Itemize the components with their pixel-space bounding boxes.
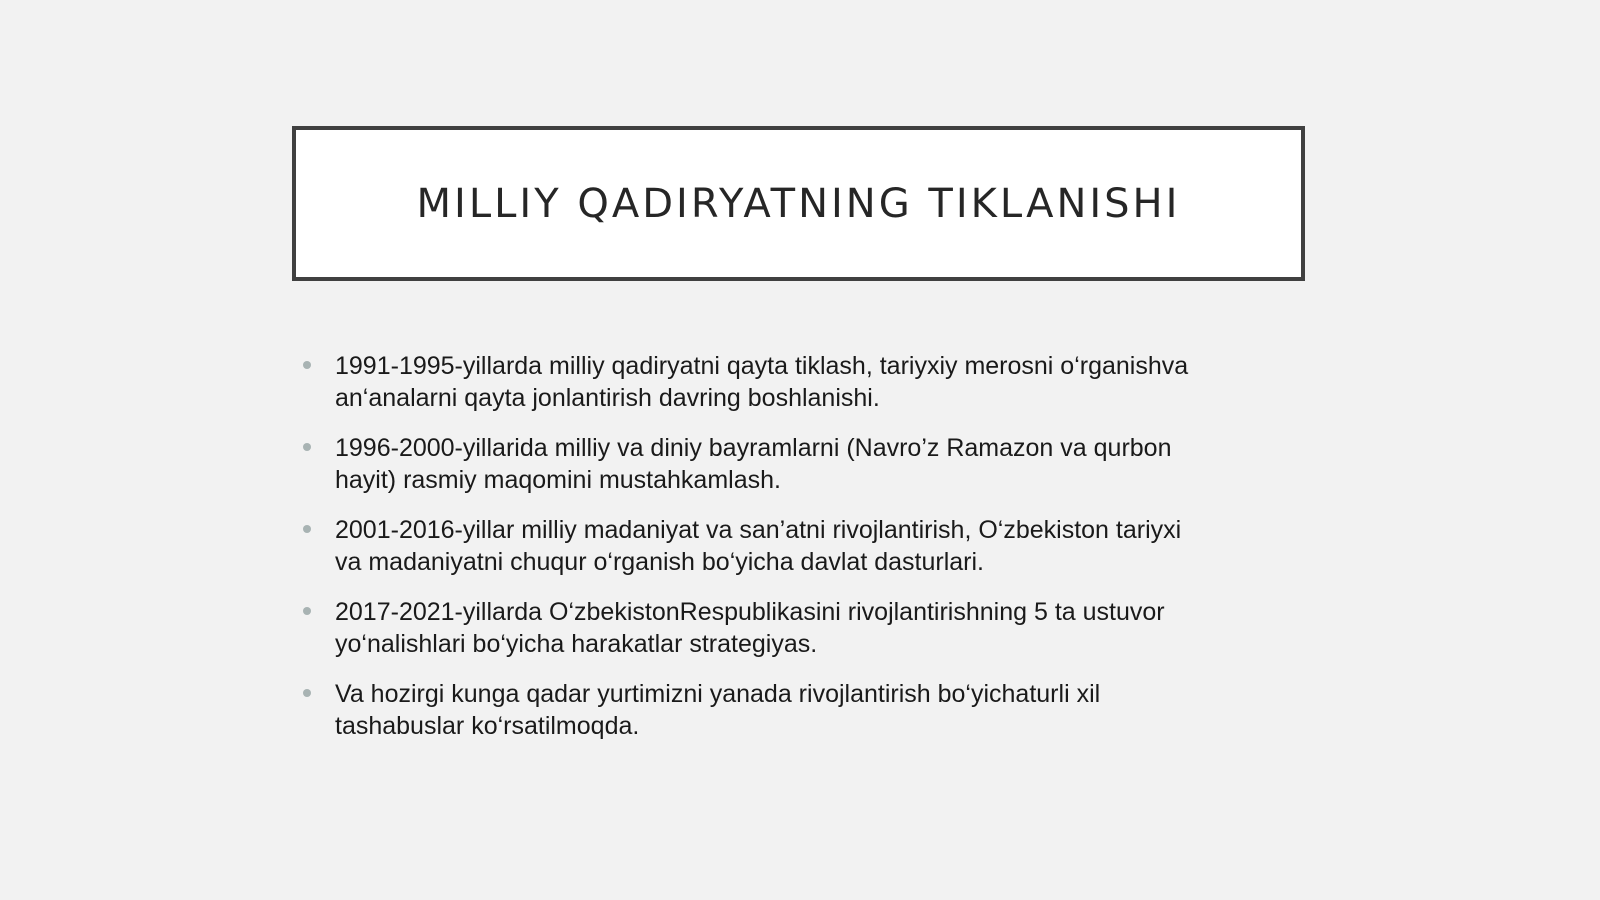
bullet-text-line: hayit) rasmiy maqomini mustahkamlash. [335, 466, 781, 494]
bullet-text-line: tashabuslar ko‘rsatilmoqda. [335, 712, 640, 740]
bullet-item [303, 596, 1303, 660]
bullet-icon [303, 689, 311, 697]
slide-title: MILLIY QADIRYATNING TIKLANISHI [416, 180, 1181, 227]
bullet-text-line: 2017-2021-yillarda O‘zbekistonRespublikasini rivojlantirishning 5 ta ustuvor [335, 598, 1165, 626]
bullet-list [303, 350, 1303, 760]
bullet-icon [303, 607, 311, 615]
bullet-text-line: an‘analarni qayta jonlantirish davring boshlanishi. [335, 384, 880, 412]
bullet-item [303, 350, 1303, 414]
bullet-text-line: yo‘nalishlari bo‘yicha harakatlar strategiyas. [335, 630, 818, 658]
bullet-text-line: 1991-1995-yillarda milliy qadiryatni qayta tiklash, tariyxiy merosni o‘rganishva [335, 352, 1189, 380]
bullet-icon [303, 443, 311, 451]
title-box [292, 126, 1305, 281]
bullet-item [303, 432, 1303, 496]
bullet-icon [303, 361, 311, 369]
bullet-text-line: 1996-2000-yillarida milliy va diniy bayramlarni (Navro’z Ramazon va qurbon [335, 434, 1172, 462]
bullet-item [303, 678, 1303, 742]
bullet-icon [303, 525, 311, 533]
bullet-text-line: va madaniyatni chuqur o‘rganish bo‘yicha davlat dasturlari. [335, 548, 984, 576]
bullet-text-line: 2001-2016-yillar milliy madaniyat va san’atni rivojlantirish, O‘zbekiston tariyxi [335, 516, 1182, 544]
bullet-text-line: Va hozirgi kunga qadar yurtimizni yanada rivojlantirish bo‘yichaturli xil [335, 680, 1101, 708]
bullet-item [303, 514, 1303, 578]
